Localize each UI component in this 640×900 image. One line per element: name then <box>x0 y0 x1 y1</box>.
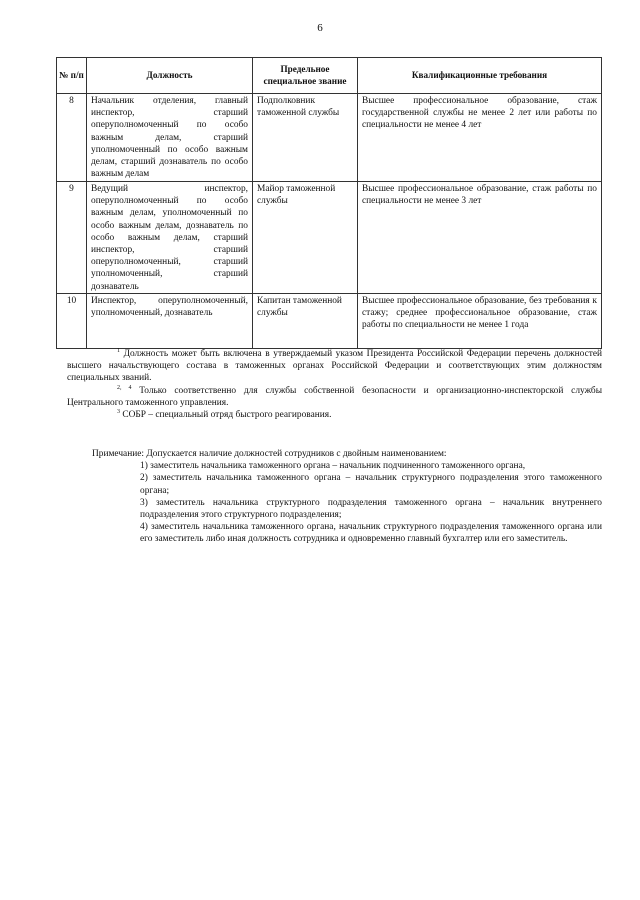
row-requirements: Высшее профессиональное образование, стаж государственной службы не менее 2 лет или работы по специальности не менее 4 лет <box>358 94 602 182</box>
note-item: 2) заместитель начальника таможенного органа – начальник структурного подразделения этого таможенного органа; <box>140 473 602 496</box>
footnote-mark: 2, 4 <box>117 384 132 391</box>
row-position: Начальник отделения, главный инспектор, старший оперуполномоченный по особо важным делам, старший уполномоченный по особо важным делам, старший дознаватель по особо важным делам <box>87 94 253 182</box>
table-row <box>57 293 602 348</box>
row-rank: Капитан таможенной службы <box>253 293 358 348</box>
note-label: Примечание: <box>92 449 145 459</box>
row-requirements: Высшее профессиональное образование, стаж работы по специальности не менее 3 лет <box>358 182 602 294</box>
note-item: 4) заместитель начальника таможенного органа, начальник структурного подразделения таможенного органа или его заместитель либо иная должность сотрудника и одновременно главный бухгалтер или его заместитель. <box>140 522 602 545</box>
table-header-row <box>57 58 602 94</box>
note-heading <box>92 448 602 460</box>
footnote-mark: 1 <box>117 348 120 354</box>
row-rank: Подполковник таможенной службы <box>253 94 358 182</box>
positions-table <box>56 57 602 349</box>
row-requirements: Высшее профессиональное образование, без требования к стажу; среднее профессиональное образование, стаж работы по специальности не менее 1 года <box>358 293 602 348</box>
row-num: 8 <box>57 94 87 182</box>
note-intro: Допускается наличие должностей сотрудников с двойным наименованием: <box>146 449 447 459</box>
footnote <box>67 409 602 421</box>
header-requirements: Квалификационные требования <box>358 58 602 94</box>
footnote-mark: 3 <box>117 409 120 416</box>
footnote-text: СОБР – специальный отряд быстрого реагирования. <box>122 410 332 421</box>
header-rank: Предельное специальное звание <box>253 58 358 94</box>
note-item: 3) заместитель начальника структурного подразделения таможенного органа – начальник внутреннего подразделения этого структурного подразделения; <box>140 497 602 521</box>
row-num: 10 <box>57 293 87 348</box>
note-block <box>92 448 602 546</box>
footnote-text: Должность может быть включена в утверждаемый указом Президента Российской Федерации перечень должностей высшего начальствующего состава в таможенных органах Российской Федерации и соответствующих этим должностям специальных званий. <box>67 349 602 384</box>
footnotes <box>67 348 602 421</box>
page-number: 6 <box>317 22 323 34</box>
header-position: Должность <box>87 58 253 94</box>
row-num: 9 <box>57 182 87 294</box>
footnote-text: Только соответственно для службы собственной безопасности и организационно-инспекторской службы Центрального таможенного управления. <box>67 385 602 408</box>
footnote <box>67 348 602 385</box>
note-items <box>140 460 602 545</box>
table-row <box>57 94 602 182</box>
row-rank: Майор таможенной службы <box>253 182 358 294</box>
row-position: Инспектор, оперуполномоченный, уполномоченный, дознаватель <box>87 293 253 348</box>
table-row <box>57 182 602 294</box>
footnote <box>67 385 602 409</box>
note-item: 1) заместитель начальника таможенного органа – начальник подчиненного таможенного органа, <box>140 461 526 472</box>
header-num: № п/п <box>57 58 87 94</box>
row-position: Ведущий инспектор, оперуполномоченный по особо важным делам, уполномоченный по особо важным делам, дознаватель по особо важным делам, старший инспектор, старший оперуполномоченный, старший уполномоченный, старший дознаватель <box>87 182 253 294</box>
